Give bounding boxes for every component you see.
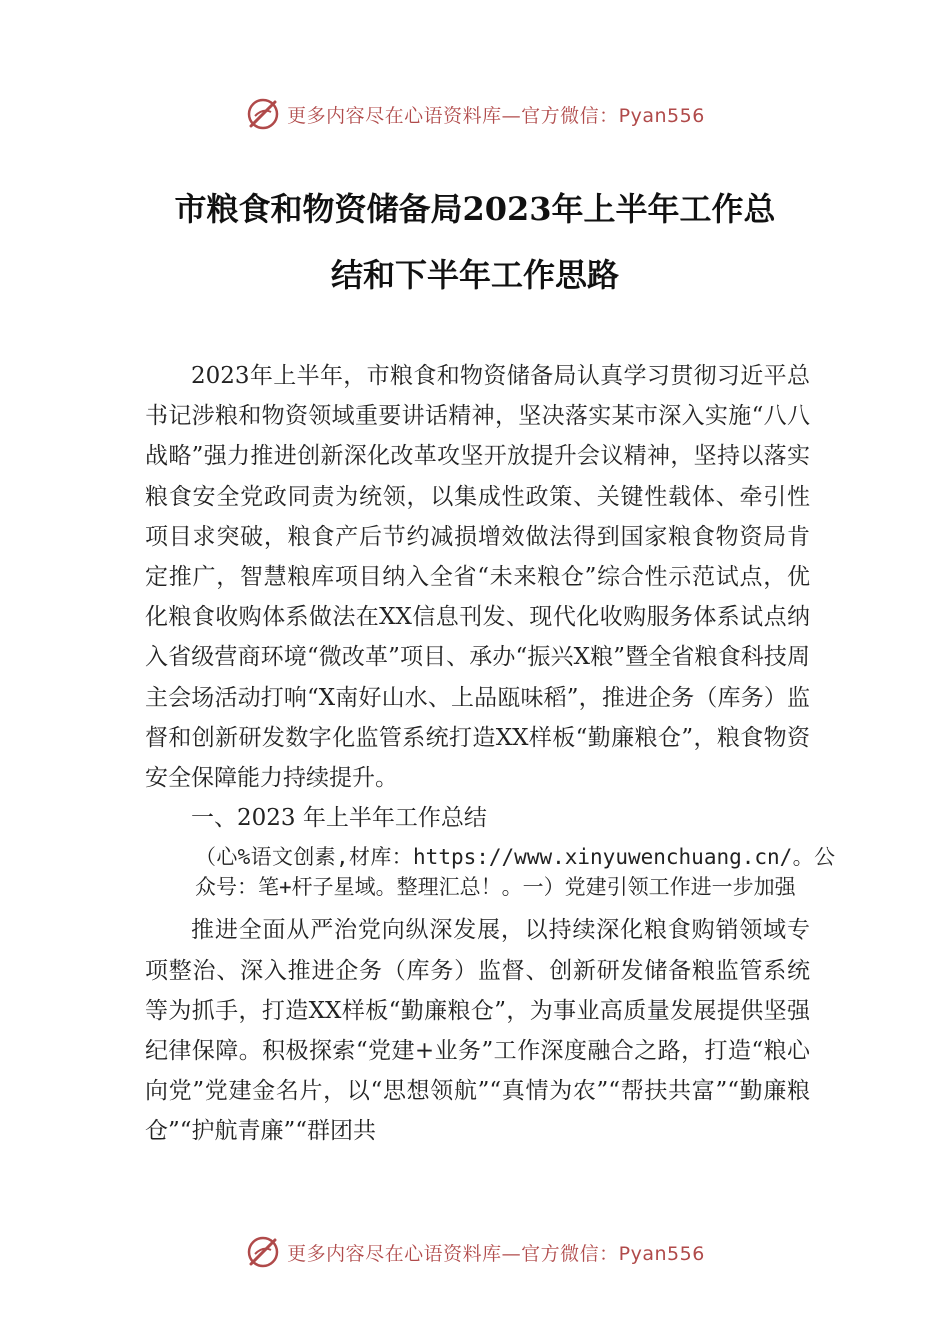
title-line-2: 结和下半年工作思路 [330,256,619,294]
brush-logo-icon [245,96,281,132]
page-title [120,176,830,308]
paragraph-intro: 2023年上半年，市粮食和物资储备局认真学习贯彻习近平总书记涉粮和物资领域重要讲话精神，坚决落实某市深入实施“八八战略”强力推进创新深化改革攻坚开放提升会议精神，坚持以落实粮食安全党政同责为统领，以集成性政策、关键性载体、牵引性项目求突破，粮食产后节约减损增效做法得到国家粮食物资局肯定推广，智慧粮库项目纳入全省“未来粮仓”综合性示范试点，优化粮食收购体系做法在XX信息刊发、现代化收购服务体系试点纳入省级营商环境“微改革”项目、承办“振兴X粮”暨全省粮食科技周主会场活动打响“X南好山水、上品瓯味稻”，推进企务（库务）监督和创新研发数字化监管系统打造XX样板“勤廉粮仓”，粮食物资安全保障能力持续提升。 [145,363,810,792]
footer-banner [0,1232,950,1272]
banner-text: 更多内容尽在心语资料库—官方微信：Pyan556 [287,104,705,127]
banner-text: 更多内容尽在心语资料库—官方微信：Pyan556 [287,1242,705,1265]
wechat-id: Pyan556 [618,104,705,127]
source-note: （心%语文创素,材库：https://www.xinyuwenchuang.cn/。公众号：笔+杆子星域。整理汇总！。一）党建引领工作进一步加强 [195,845,835,900]
wechat-id: Pyan556 [618,1242,705,1265]
paragraph-party-building: 推进全面从严治党向纵深发展，以持续深化粮食购销领域专项整治、深入推进企务（库务）监督、创新研发储备粮监管系统等为抓手，打造XX样板“勤廉粮仓”，为事业高质量发展提供坚强纪律保障。积极探索“党建+业务”工作深度融合之路，打造“粮心向党”党建金名片，以“思想领航”“真情为农”“帮扶共富”“勤廉粮仓”“护航青廉”“群团共 [145,917,810,1145]
section-heading-1: 一、2023 年上半年工作总结 [191,805,487,832]
title-line-1: 市粮食和物资储备局2023年上半年工作总 [174,190,776,228]
brush-logo-icon [245,1234,281,1270]
document-body [145,356,835,1152]
header-banner [0,94,950,134]
